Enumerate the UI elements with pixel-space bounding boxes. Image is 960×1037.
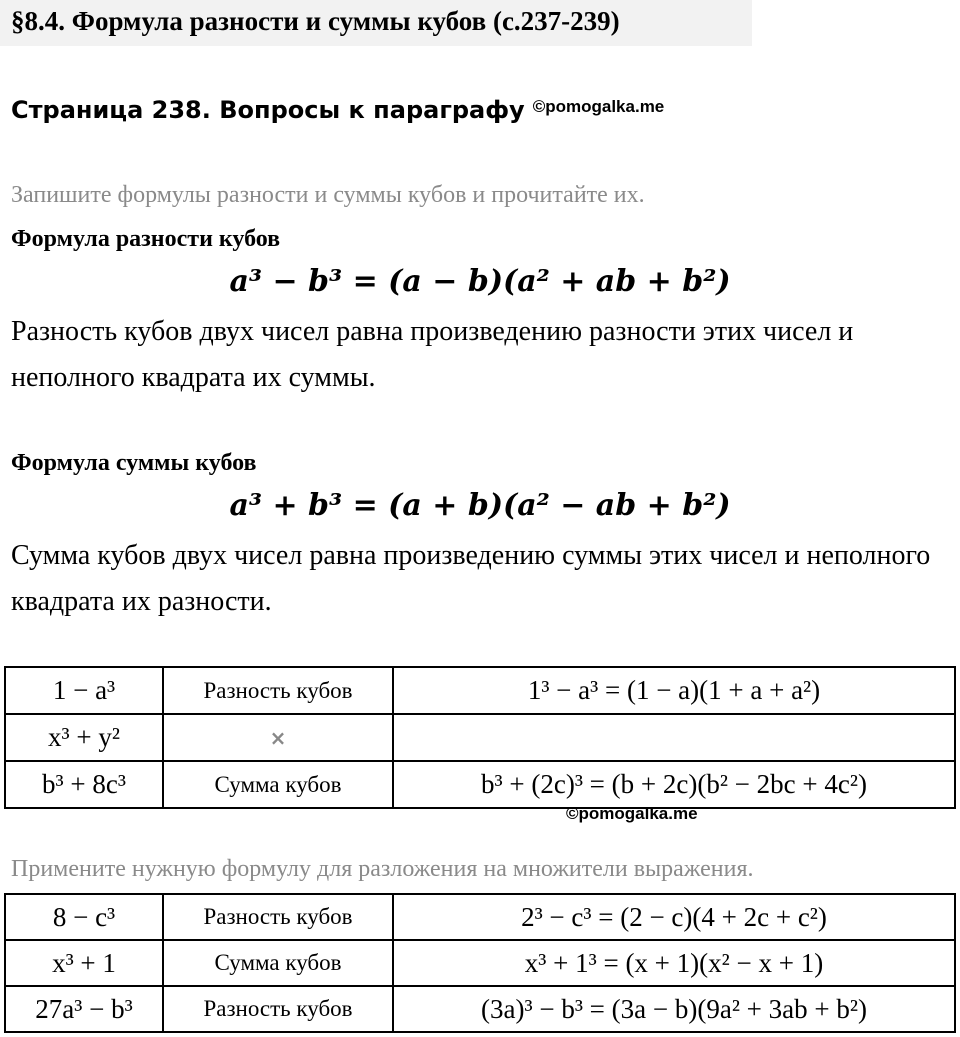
formula-type-cell xyxy=(163,714,393,761)
watermark-2: ©pomogalka.me xyxy=(566,804,698,823)
formula-type-cell: Разность кубов xyxy=(163,667,393,714)
watermark: ©pomogalka.me xyxy=(532,97,665,116)
factorization-cell: 1³ − a³ = (1 − a)(1 + a + a²) xyxy=(393,667,955,714)
sum-formula: a³ + b³ = (a + b)(a² − ab + b²) xyxy=(229,488,731,523)
formula-type-cell: Разность кубов xyxy=(163,986,393,1032)
difference-heading: Формула разности кубов xyxy=(11,226,281,252)
section-title-bar xyxy=(0,0,752,46)
table-row xyxy=(5,667,955,714)
expression-cell: x³ + 1 xyxy=(5,940,163,986)
factorization-cell: (3a)³ − b³ = (3a − b)(9a² + 3ab + b²) xyxy=(393,986,955,1032)
difference-formula: a³ − b³ = (a − b)(a² + ab + b²) xyxy=(229,264,731,299)
table-row xyxy=(5,714,955,761)
question-1: Запишите формулы разности и суммы кубов и прочитайте их. xyxy=(11,182,645,208)
page-heading-text: Страница 238. Вопросы к параграфу xyxy=(11,96,525,124)
table-1 xyxy=(4,666,956,809)
sum-text: Сумма кубов двух чисел равна произведению суммы этих чисел и неполного квадрата их разности. xyxy=(11,540,931,617)
formula-type-cell: Разность кубов xyxy=(163,894,393,940)
sum-heading: Формула суммы кубов xyxy=(11,450,257,476)
section-title: §8.4. Формула разности и суммы кубов (с.237-239) xyxy=(11,6,620,36)
factorization-cell: b³ + (2c)³ = (b + 2c)(b² − 2bc + 4c²) xyxy=(393,761,955,808)
factorization-cell xyxy=(393,714,955,761)
table-2 xyxy=(4,893,956,1033)
formula-type-cell: Сумма кубов xyxy=(163,940,393,986)
expression-cell: 8 − c³ xyxy=(5,894,163,940)
page-heading xyxy=(11,96,664,124)
table-row xyxy=(5,894,955,940)
table-row xyxy=(5,986,955,1032)
difference-text: Разность кубов двух чисел равна произведению разности этих чисел и неполного квадрата их суммы. xyxy=(11,316,854,393)
expression-cell: 1 − a³ xyxy=(5,667,163,714)
table-row xyxy=(5,761,955,808)
factorization-cell: 2³ − c³ = (2 − c)(4 + 2c + c²) xyxy=(393,894,955,940)
cross-icon: × xyxy=(269,725,287,750)
table-row xyxy=(5,940,955,986)
expression-cell: b³ + 8c³ xyxy=(5,761,163,808)
question-2: Примените нужную формулу для разложения на множители выражения. xyxy=(11,856,754,882)
expression-cell: 27a³ − b³ xyxy=(5,986,163,1032)
expression-cell: x³ + y² xyxy=(5,714,163,761)
formula-type-cell: Сумма кубов xyxy=(163,761,393,808)
factorization-cell: x³ + 1³ = (x + 1)(x² − x + 1) xyxy=(393,940,955,986)
